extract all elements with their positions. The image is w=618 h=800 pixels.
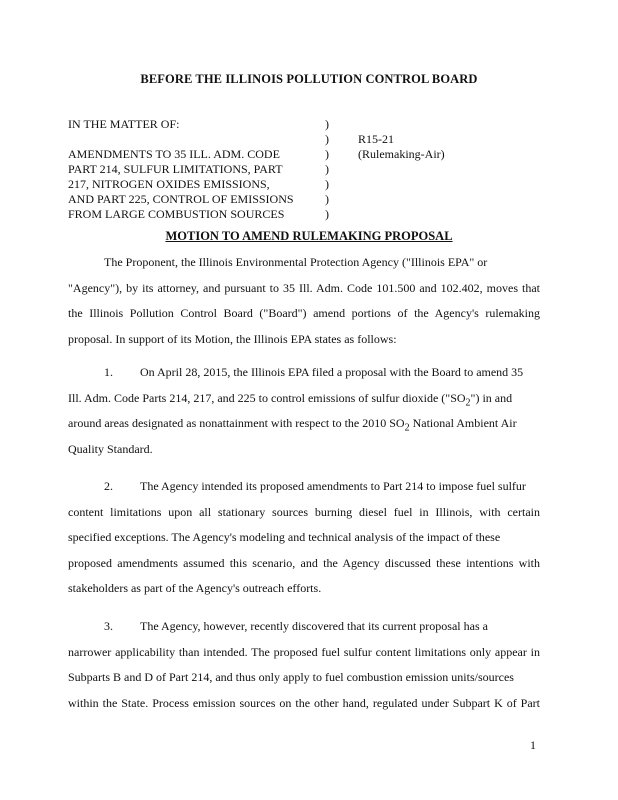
docket-number: R15-21 — [358, 132, 394, 146]
caption-paren: ) — [325, 162, 329, 176]
caption-line: PART 214, SULFUR LIMITATIONS, PART — [68, 162, 283, 176]
text-span: On April 28, 2015, the Illinois EPA filed a proposal with the Board to amend 35 — [140, 365, 524, 379]
caption-line: IN THE MATTER OF: — [68, 117, 180, 131]
caption-paren: ) — [325, 147, 329, 161]
page-number: 1 — [530, 738, 536, 752]
docket-type: (Rulemaking-Air) — [358, 147, 445, 161]
text-line: narrower applicability than intended. The proposed fuel sulfur content limitations only appear in — [68, 644, 540, 659]
paragraph-3 — [68, 614, 540, 716]
subscript: 2 — [404, 422, 410, 434]
caption-line: 217, NITROGEN OXIDES EMISSIONS, — [68, 177, 270, 191]
text-line: content limitations upon all stationary sources burning diesel fuel in Illinois, with certain — [68, 504, 540, 519]
text-line: proposal. In support of its Motion, the Illinois EPA states as follows: — [68, 331, 397, 346]
text-line — [68, 411, 540, 437]
document-title: BEFORE THE ILLINOIS POLLUTION CONTROL BOARD — [140, 72, 478, 86]
motion-heading: MOTION TO AMEND RULEMAKING PROPOSAL — [165, 229, 453, 243]
caption-line — [68, 132, 318, 147]
text-line: specified exceptions. The Agency's modeling and technical analysis of the impact of these — [68, 530, 501, 544]
intro-paragraph — [68, 250, 540, 352]
text-line: The Proponent, the Illinois Environmental Protection Agency ("Illinois EPA" or — [104, 255, 488, 269]
paragraph-1 — [68, 360, 540, 462]
text-line — [68, 386, 540, 412]
caption-docket — [358, 132, 445, 162]
text-span: National Ambient Air — [409, 416, 517, 430]
caption-matter — [68, 117, 318, 222]
text-line: Quality Standard. — [68, 441, 153, 456]
text-line — [68, 614, 540, 640]
subscript: 2 — [465, 396, 471, 408]
paragraph-number: 2. — [104, 479, 113, 493]
caption-line: AMENDMENTS TO 35 ILL. ADM. CODE — [68, 147, 280, 161]
caption-paren: ) — [325, 207, 329, 221]
text-span: ") in and — [470, 390, 513, 405]
text-line: stakeholders as part of the Agency's outreach efforts. — [68, 581, 322, 595]
text-span: The Agency intended its proposed amendments to Part 214 to impose fuel sulfur — [140, 479, 526, 493]
caption-paren: ) — [325, 132, 329, 146]
caption-paren: ) — [325, 117, 329, 131]
text-line: "Agency"), by its attorney, and pursuant to 35 Ill. Adm. Code 101.500 and 102.402, moves that — [68, 280, 540, 295]
text-span: around areas designated as nonattainment with respect to the 2010 SO — [68, 416, 405, 430]
text-line: within the State. Process emission sources on the other hand, regulated under Subpart K of Part — [68, 695, 540, 710]
paragraph-2 — [68, 474, 540, 602]
caption-paren: ) — [325, 192, 329, 206]
caption-paren: ) — [325, 177, 329, 191]
caption-line: FROM LARGE COMBUSTION SOURCES — [68, 207, 285, 221]
paragraph-number: 3. — [104, 619, 113, 633]
caption-line: AND PART 225, CONTROL OF EMISSIONS — [68, 192, 294, 206]
text-line: Subparts B and D of Part 214, and thus only apply to fuel combustion emission units/sources — [68, 670, 514, 684]
caption-parens — [325, 117, 329, 222]
text-line — [68, 360, 540, 386]
text-line: proposed amendments assumed this scenario, and the Agency discussed these intentions with — [68, 555, 540, 570]
paragraph-number: 1. — [104, 365, 113, 379]
text-line: the Illinois Pollution Control Board ("Board") amend portions of the Agency's rulemaking — [68, 306, 540, 320]
text-line — [68, 474, 540, 500]
text-span: Ill. Adm. Code Parts 214, 217, and 225 to control emissions of sulfur dioxide ("SO — [68, 390, 466, 405]
text-span: The Agency, however, recently discovered that its current proposal has a — [140, 619, 488, 633]
